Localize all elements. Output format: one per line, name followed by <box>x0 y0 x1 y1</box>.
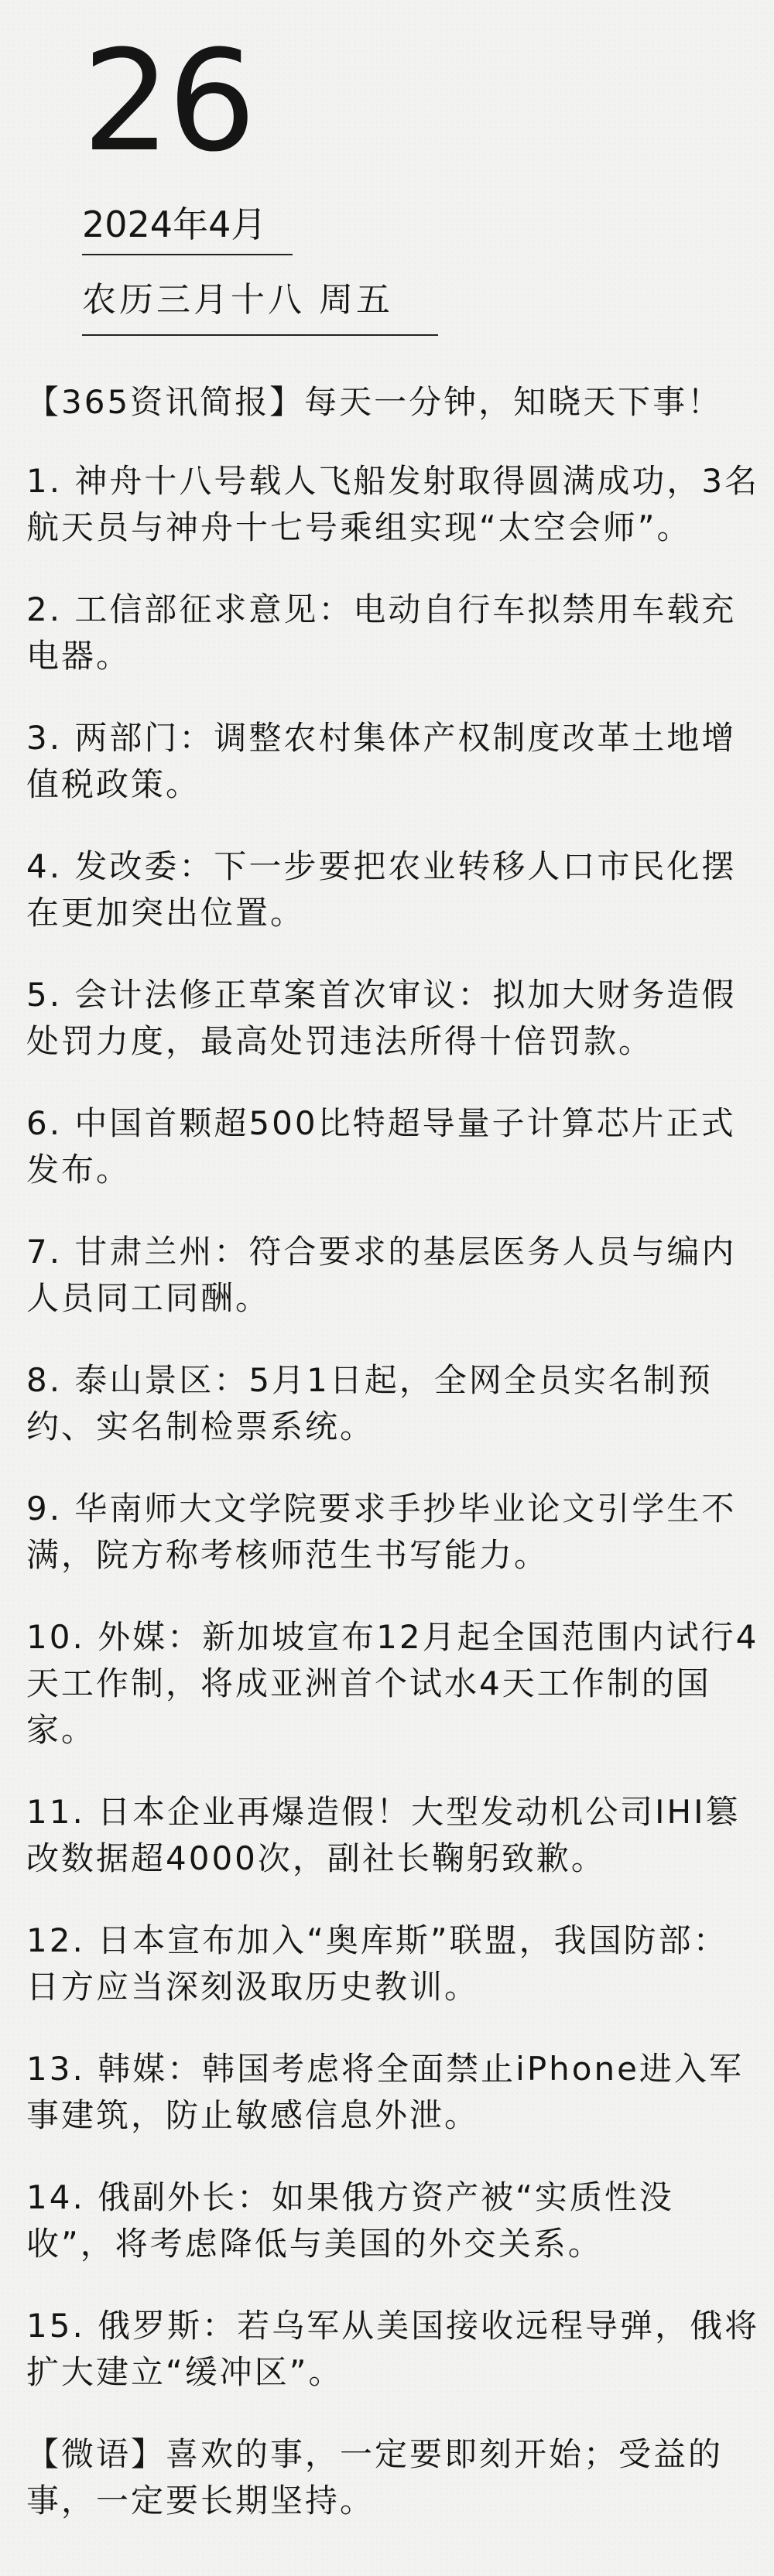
news-item-8: 8. 泰山景区：5月1日起，全网全员实名制预约、实名制检票系统。 <box>26 1361 713 1445</box>
news-item-9: 9. 华南师大文学院要求手抄毕业论文引学生不满，院方称考核师范生书写能力。 <box>26 1490 737 1574</box>
news-item-6: 6. 中国首颗超500比特超导量子计算芯片正式发布。 <box>26 1104 736 1189</box>
month-label: 2024年4月 <box>82 201 293 255</box>
news-item-11: 11. 日本企业再爆造假！大型发动机公司IHI篡改数据超4000次，副社长鞠躬致歉。 <box>26 1793 741 1877</box>
news-item-7: 7. 甘肃兰州：符合要求的基层医务人员与编内人员同工同酬。 <box>26 1233 737 1317</box>
news-item-4: 4. 发改委：下一步要把农业转移人口市民化摆在更加突出位置。 <box>26 847 737 932</box>
news-item-10: 10. 外媒：新加坡宣布12月起全国范围内试行4天工作制，将成亚洲首个试水4天工作制的国家。 <box>26 1618 759 1749</box>
date-header <box>82 21 446 336</box>
news-item-3: 3. 两部门：调整农村集体产权制度改革土地增值税政策。 <box>26 719 737 803</box>
news-content <box>26 379 762 2524</box>
intro-line: 【365资讯简报】每天一分钟，知晓天下事！ <box>26 383 723 421</box>
closing-quote: 【微语】喜欢的事，一定要即刻开始；受益的事，一定要长期坚持。 <box>26 2435 724 2520</box>
lunar-date-label: 农历三月十八 周五 <box>82 277 438 336</box>
news-item-14: 14. 俄副外长：如果俄方资产被“实质性没收”，将考虑降低与美国的外交关系。 <box>26 2178 674 2263</box>
news-item-13: 13. 韩媒：韩国考虑将全面禁止iPhone进入军事建筑，防止敏感信息外泄。 <box>26 2050 744 2134</box>
news-item-2: 2. 工信部征求意见：电动自行车拟禁用车载充电器。 <box>26 590 737 675</box>
news-item-12: 12. 日本宣布加入“奥库斯”联盟，我国防部：日方应当深刻汲取历史教训。 <box>26 1921 728 2006</box>
news-item-15: 15. 俄罗斯：若乌军从美国接收远程导弹，俄将扩大建立“缓冲区”。 <box>26 2307 760 2391</box>
news-item-1: 1. 神舟十八号载人飞船发射取得圆满成功，3名航天员与神舟十七号乘组实现“太空会师”。 <box>26 462 760 546</box>
day-number: 26 <box>82 21 254 183</box>
news-item-5: 5. 会计法修正草案首次审议：拟加大财务造假处罚力度，最高处罚违法所得十倍罚款。 <box>26 976 737 1060</box>
